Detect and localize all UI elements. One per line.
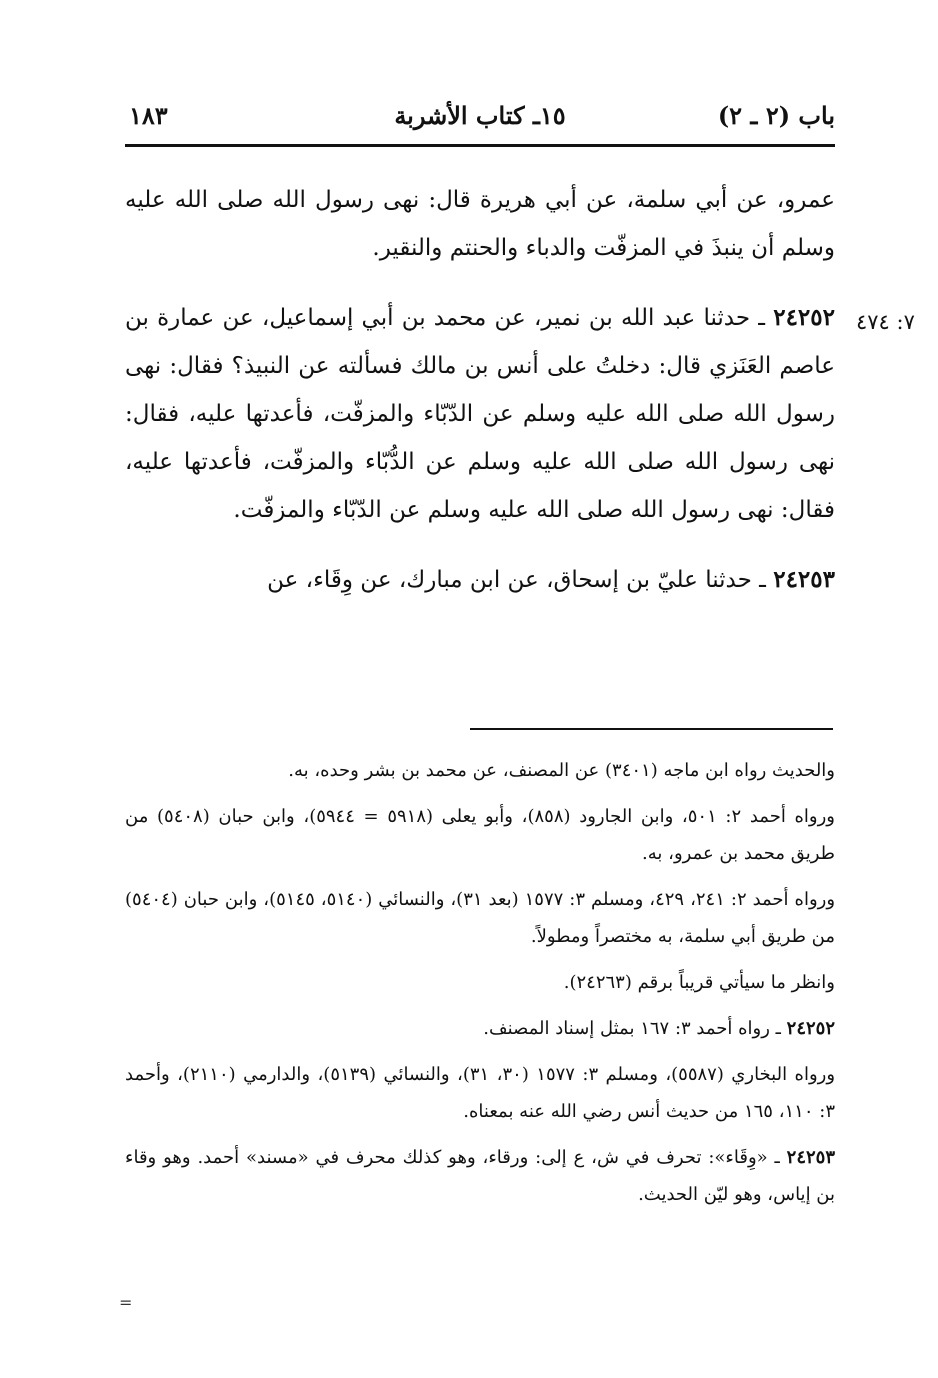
footnotes xyxy=(125,752,835,1222)
paragraph-text: ـ حدثنا عبد الله بن نمير، عن محمد بن أبي إسماعيل، عن عمارة بن عاصم العَنَزي قال: دخلتُ على أنس بن مالك فسألته عن النبيذ؟ فقال: نهى رسول الله صلى الله عليه وسلم عن الدّبّاء والمزفّت، فأعدتها عليه، فقال: نهى رسول الله صلى الله عليه وسلم عن الدُّبّاء والمزفّت، فأعدتها عليه، فقال: نهى رسول الله صلى الله عليه وسلم عن الدّبّاء والمزفّت. xyxy=(125,305,835,523)
paragraph-text: عمرو، عن أبي سلمة، عن أبي هريرة قال: نهى رسول الله صلى الله عليه وسلم أن ينبذَ في المزفّت والدباء والحنتم والنقير. xyxy=(125,187,835,261)
footnote-number: ٢٤٢٥٣ xyxy=(786,1147,835,1168)
footnote-text: ـ رواه أحمد ٣: ١٦٧ بمثل إسناد المصنف. xyxy=(483,1018,787,1039)
paragraph-text: ـ حدثنا عليّ بن إسحاق، عن ابن مبارك، عن وِقَاء، عن xyxy=(267,567,774,593)
footnote-text: ـ «وِقَاء»: تحرف في ش، ع إلى: ورقاء، وهو كذلك محرف في «مسند» أحمد. وهو وقاء بن إياس، وهو ليّن الحديث. xyxy=(125,1147,835,1205)
hadith-24253 xyxy=(125,556,835,604)
page-number: ١٨٣ xyxy=(129,101,168,130)
book-title: ١٥ـ كتاب الأشربة xyxy=(394,101,566,130)
page-header xyxy=(125,96,835,140)
chapter-heading: باب (٢ ـ ٢) xyxy=(717,101,835,130)
hadith-continuation xyxy=(125,176,835,272)
footnote: ورواه البخاري (٥٥٨٧)، ومسلم ٣: ١٥٧٧ (٣٠، ٣١)، والنسائي (٥١٣٩)، والدارمي (٢١١٠)، وأحمد ٣: ١١٠، ١٦٥ من حديث أنس رضي الله عنه بمعناه. xyxy=(125,1064,836,1122)
footnote: ورواه أحمد ٢: ٥٠١، وابن الجارود (٨٥٨)، وأبو يعلى (٥٩١٨ = ٥٩٤٤)، وابن حبان (٥٤٠٨) من طريق محمد بن عمرو، به. xyxy=(125,806,835,864)
footnote-separator xyxy=(470,728,833,730)
footnote-number: ٢٤٢٥٢ xyxy=(786,1018,835,1039)
footnote: ورواه أحمد ٢: ٢٤١، ٤٢٩، ومسلم ٣: ١٥٧٧ (بعد ٣١)، والنسائي (٥١٤٠، ٥١٤٥)، وابن حبان (٥٤٠٤) من طريق أبي سلمة، به مختصراً ومطولاً. xyxy=(125,889,836,947)
hadith-number: ٢٤٢٥٣ xyxy=(773,566,835,593)
continuation-mark: = xyxy=(119,1293,133,1312)
footnote: وانظر ما سيأتي قريباً برقم (٢٤٢٦٣). xyxy=(563,972,835,993)
footnote-24253 xyxy=(125,1139,835,1213)
footnote-24252 xyxy=(125,1010,835,1047)
main-text xyxy=(125,176,835,604)
hadith-number: ٢٤٢٥٢ xyxy=(773,304,835,331)
header-rule xyxy=(125,144,835,147)
footnote: والحديث رواه ابن ماجه (٣٤٠١) عن المصنف، عن محمد بن بشر وحده، به. xyxy=(288,760,835,781)
margin-reference: ٧: ٤٧٤ xyxy=(856,310,915,334)
hadith-24252 xyxy=(125,294,835,534)
